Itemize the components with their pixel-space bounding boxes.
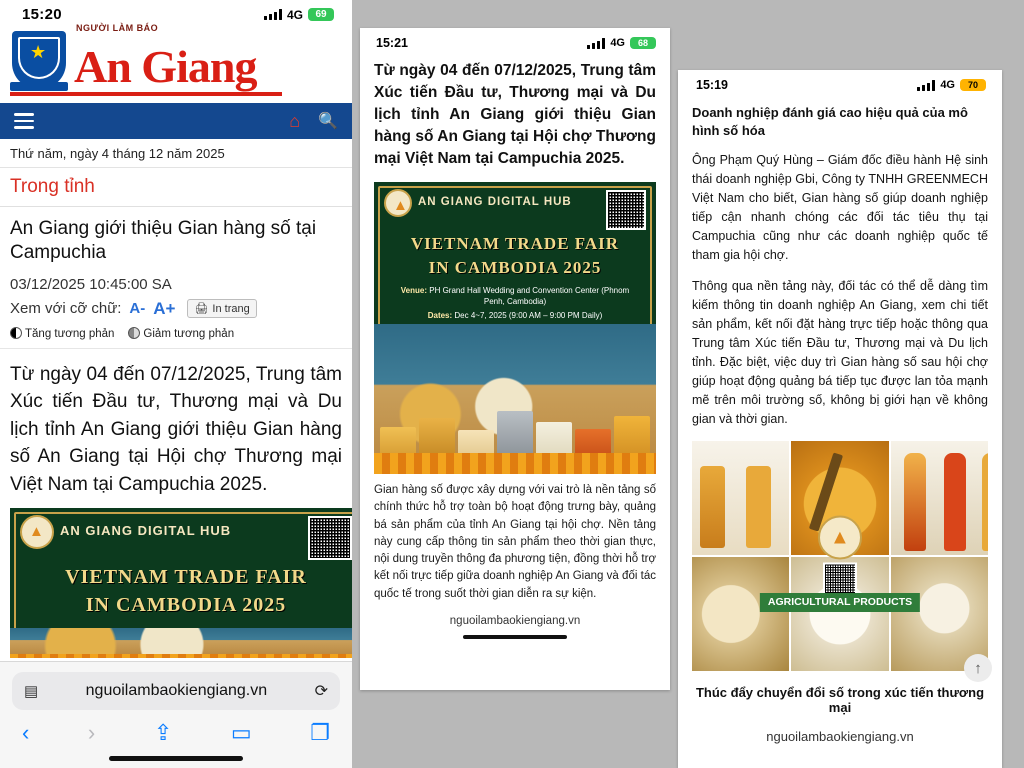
battery-indicator: 68 xyxy=(630,37,656,49)
url-text: nguoilambaokiengiang.vn xyxy=(85,682,268,699)
collage-cell xyxy=(692,441,789,555)
network-type-label: 4G xyxy=(940,79,955,91)
tabs-icon[interactable]: ❐ xyxy=(310,720,330,745)
status-time: 15:21 xyxy=(376,36,408,50)
poster-venue: PH Grand Hall Wedding and Convention Center (Phnom Penh, Cambodia) xyxy=(429,286,630,306)
product-collage-image xyxy=(692,441,988,671)
site-logo[interactable] xyxy=(0,25,352,103)
home-indicator xyxy=(463,635,567,639)
search-icon[interactable]: 🔍 xyxy=(318,113,338,130)
collage-emblem xyxy=(818,516,862,597)
contrast-controls xyxy=(0,325,352,349)
poster-emblem-icon xyxy=(384,189,412,217)
phone-screen-right xyxy=(678,70,1002,768)
arrow-up-icon[interactable]: ↑ xyxy=(964,654,992,682)
address-bar[interactable] xyxy=(12,672,340,710)
font-decrease-button[interactable]: A- xyxy=(129,300,146,318)
poster-dates-label: Dates: xyxy=(427,310,453,320)
article-lead: Từ ngày 04 đến 07/12/2025, Trung tâm Xúc tiến Đầu tư, Thương mại và Du lịch tỉnh An Giang giới thiệu Gian hàng số An Giang tại Hội chợ Thương mại Việt Nam tại Campuchia 2025. xyxy=(10,363,342,495)
battery-indicator: 69 xyxy=(308,8,334,21)
page-url-label: nguoilambaokiengiang.vn xyxy=(766,729,914,745)
emblem-icon: ★ xyxy=(10,29,68,91)
signal-bars-icon xyxy=(264,9,282,20)
network-type-label: 4G xyxy=(610,37,625,49)
navigation-bar xyxy=(0,103,352,139)
status-time: 15:19 xyxy=(696,78,728,92)
poster-title-line2: IN CAMBODIA 2025 xyxy=(428,258,602,277)
poster-title-line1: VIETNAM TRADE FAIR xyxy=(410,234,620,253)
status-bar xyxy=(0,0,352,25)
poster-title-line2: IN CAMBODIA 2025 xyxy=(85,594,287,617)
article-paragraph-1: Ông Phạm Quý Hùng – Giám đốc điều hành Hệ sinh thái doanh nghiệp Gbi, Công ty TNHH GREENMECH Việt Nam cho biết, Gian hàng số giúp doanh nghiệp tiếp cận nhanh chóng các đối tác tiêu thụ tại Campuchia cũng như các doanh nghiệp quốc tế tham gia hội chợ. xyxy=(692,153,988,263)
collage-label: AGRICULTURAL PRODUCTS xyxy=(760,593,920,612)
battery-indicator: 70 xyxy=(960,79,986,91)
phone-screen-middle xyxy=(360,28,670,690)
font-increase-button[interactable]: A+ xyxy=(153,298,176,318)
article-lead: Từ ngày 04 đến 07/12/2025, Trung tâm Xúc tiến Đầu tư, Thương mại và Du lịch tỉnh An Giang giới thiệu Gian hàng số An Giang tại Hội chợ Thương mại Việt Nam tại Campuchia 2025. xyxy=(374,62,656,167)
article-subheading: Doanh nghiệp đánh giá cao hiệu quả của mô hình số hóa xyxy=(692,105,968,138)
article-headline: An Giang giới thiệu Gian hàng số tại Campuchia xyxy=(10,218,317,264)
poster-venue-label: Venue: xyxy=(400,286,428,295)
signal-bars-icon xyxy=(587,38,605,49)
poster-title-line1: VIETNAM TRADE FAIR xyxy=(65,566,307,589)
site-title: An Giang xyxy=(74,41,257,93)
article-poster-image xyxy=(374,182,656,474)
collage-cell xyxy=(891,441,988,555)
poster-hub-title: AN GIANG DIGITAL HUB xyxy=(60,523,232,539)
article-paragraph-2: Thông qua nền tảng này, đối tác có thể dễ dàng tìm kiếm thông tin doanh nghiệp An Giang, xem chi tiết sản phẩm, kết nối đặt hàng trực tiếp hoặc thông qua Trung tâm Xúc tiến Đầu tư, Thương mại và Du lịch tỉnh. Đặc biệt, việc duy trì Gian hàng số sau hội chợ giúp hoạt động quảng bá tiếp tục được lan tỏa mạnh mẽ trên môi trường số, không bị giới hạn về không gian và thời gian. xyxy=(692,279,988,427)
collage-cell xyxy=(692,557,789,671)
poster-hub-title: AN GIANG DIGITAL HUB xyxy=(418,196,572,208)
reload-icon[interactable]: ⟳ xyxy=(314,683,328,700)
increase-contrast-button[interactable] xyxy=(10,327,114,340)
phone-screen-left xyxy=(0,0,352,768)
contrast-up-label: Tăng tương phản xyxy=(25,327,115,340)
article-paragraph: Gian hàng số được xây dựng với vai trò là nền tảng số chính thức hỗ trợ toàn bộ hoạt động trưng bày, quảng bá sản phẩm của tỉnh An Giang tại hội chợ. Nền tảng này cung cấp thông tin sản phẩm theo thời gian thực, nội dung truyền thông đa phương tiện, đồng thời hỗ trợ kết nối trực tiếp giữa doanh nghiệp An Giang và đối tác quốc tế trong suốt thời gian diễn ra sự kiện. xyxy=(374,484,656,600)
publish-date: 03/12/2025 10:45:00 SA xyxy=(10,275,172,293)
network-type-label: 4G xyxy=(286,7,303,22)
home-indicator xyxy=(109,756,243,761)
poster-qr-code xyxy=(308,516,352,560)
site-kicker: NGƯỜI LÀM BÁO xyxy=(76,23,159,33)
status-bar xyxy=(678,70,1002,96)
hamburger-icon[interactable] xyxy=(14,113,34,129)
forward-icon[interactable]: › xyxy=(87,720,96,745)
share-icon[interactable]: ⇪ xyxy=(153,720,173,745)
page-url-label: nguoilambaokiengiang.vn xyxy=(449,614,581,627)
back-icon[interactable]: ‹ xyxy=(22,720,30,745)
contrast-up-icon xyxy=(10,327,22,339)
logo-rule xyxy=(10,92,282,96)
reader-view-icon[interactable]: ▤ xyxy=(24,683,39,700)
browser-bottom-bar xyxy=(0,661,352,768)
emblem-icon xyxy=(818,516,862,560)
status-time: 15:20 xyxy=(22,6,62,23)
image-caption: Thúc đẩy chuyển đổi số trong xúc tiến thương mại xyxy=(695,685,985,716)
print-label: In trang xyxy=(212,302,250,315)
poster-dates: Dec 4~7, 2025 (9:00 AM – 9:00 PM Daily) xyxy=(454,310,603,320)
section-title[interactable]: Trong tỉnh xyxy=(0,168,352,207)
font-size-controls xyxy=(0,297,352,325)
home-icon[interactable]: ⌂ xyxy=(289,110,301,131)
contrast-down-label: Giảm tương phản xyxy=(143,327,235,340)
signal-bars-icon xyxy=(917,80,935,91)
decrease-contrast-button[interactable] xyxy=(128,327,234,340)
poster-qr-code xyxy=(606,190,646,230)
bookmarks-icon[interactable]: ▭ xyxy=(230,720,252,745)
date-bar: Thứ năm, ngày 4 tháng 12 năm 2025 xyxy=(0,139,352,168)
printer-icon: 🖨 xyxy=(194,303,209,316)
contrast-down-icon xyxy=(128,327,140,339)
font-size-label: Xem với cỡ chữ: xyxy=(10,300,122,318)
qr-code-icon xyxy=(823,563,857,597)
browser-toolbar xyxy=(0,716,352,754)
print-page-button[interactable] xyxy=(187,299,256,318)
article-poster-image xyxy=(10,508,352,658)
status-bar xyxy=(360,28,670,54)
